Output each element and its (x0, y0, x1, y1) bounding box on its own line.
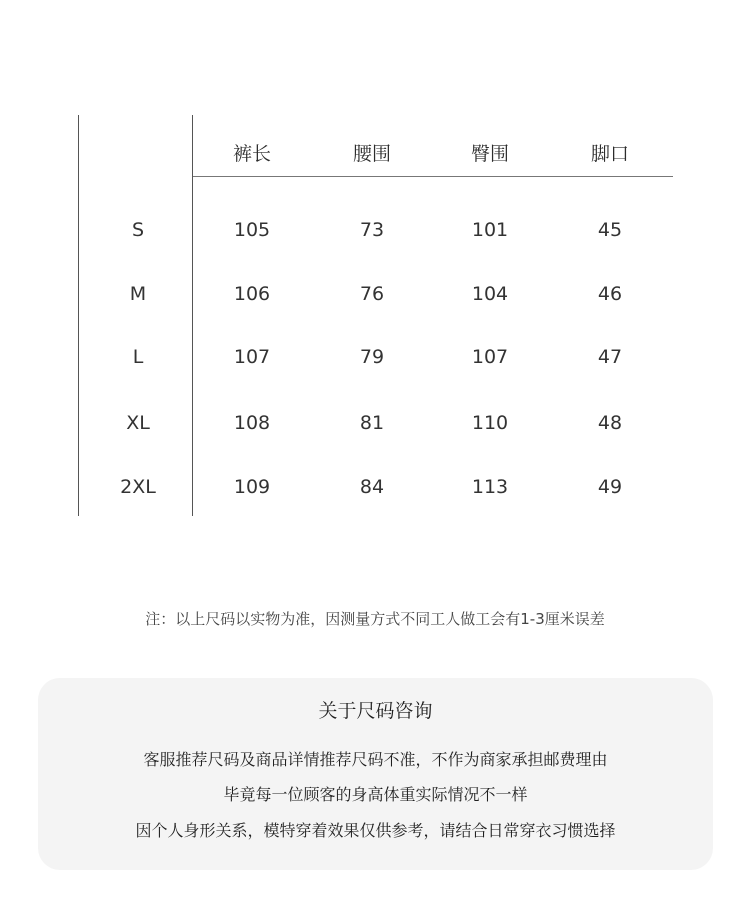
consultation-line: 因个人身形关系，模特穿着效果仅供参考，请结合日常穿衣习惯选择 (135, 821, 616, 840)
table-cell: 105 (233, 219, 271, 241)
consultation-line: 客服推荐尺码及商品详情推荐尺码不准，不作为商家承担邮费理由 (143, 750, 608, 769)
table-cell: 113 (471, 476, 509, 498)
consultation-title: 关于尺码咨询 (318, 700, 433, 722)
table-cell: 79 (359, 346, 385, 368)
row-size-label: S (131, 219, 145, 241)
row-size-label: 2XL (120, 476, 156, 498)
table-cell: 106 (233, 283, 271, 305)
table-cell: 48 (597, 412, 623, 434)
table-cell: 107 (233, 346, 271, 368)
table-cell: 47 (597, 346, 623, 368)
table-cell: 73 (359, 219, 385, 241)
row-size-label: XL (126, 412, 150, 434)
table-cell: 109 (233, 476, 271, 498)
table-cell: 110 (471, 412, 509, 434)
table-cell: 101 (471, 219, 509, 241)
table-cell: 107 (471, 346, 509, 368)
table-cell: 104 (471, 283, 509, 305)
table-cell: 45 (597, 219, 623, 241)
table-cell: 76 (359, 283, 385, 305)
table-cell: 81 (359, 412, 385, 434)
table-cell: 46 (597, 283, 623, 305)
header-waist: 腰围 (352, 143, 391, 165)
header-pants-length: 裤长 (232, 143, 271, 165)
table-left-border (78, 115, 79, 516)
row-size-label: M (129, 283, 147, 305)
size-consultation-box (38, 678, 713, 870)
measurement-note: 注：以上尺码以实物为准，因测量方式不同工人做工会有1-3厘米误差 (145, 610, 605, 628)
header-hip: 臀围 (470, 143, 509, 165)
consultation-line: 毕竟每一位顾客的身高体重实际情况不一样 (223, 785, 528, 804)
header-leg-opening: 脚口 (590, 143, 629, 165)
table-cell: 49 (597, 476, 623, 498)
table-cell: 84 (359, 476, 385, 498)
table-header-divider (193, 176, 673, 177)
table-cell: 108 (233, 412, 271, 434)
row-size-label: L (132, 346, 144, 368)
